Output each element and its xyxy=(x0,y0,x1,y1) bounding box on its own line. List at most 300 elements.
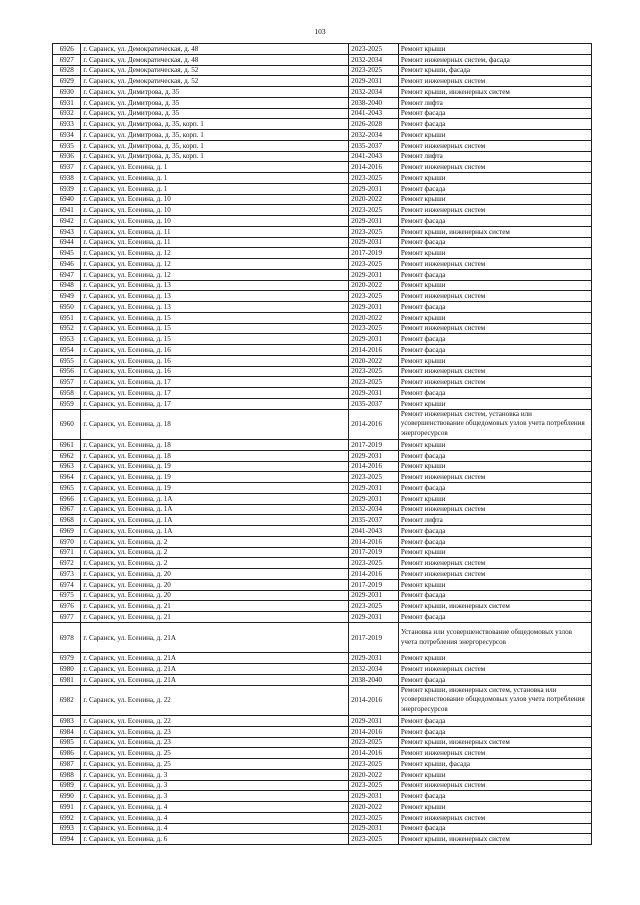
row-number: 6942 xyxy=(53,216,81,227)
row-number: 6957 xyxy=(53,377,81,388)
row-number: 6943 xyxy=(53,226,81,237)
row-period: 2023-2025 xyxy=(349,558,399,569)
row-period: 2014-2016 xyxy=(349,536,399,547)
repair-schedule-table xyxy=(52,43,592,845)
row-work-type: Ремонт фасада xyxy=(398,388,591,399)
row-address: г. Саранск, ул. Есенина, д. 2 xyxy=(81,536,349,547)
row-number: 6940 xyxy=(53,194,81,205)
table-row xyxy=(53,622,592,653)
table-row xyxy=(53,769,592,780)
row-work-type: Ремонт фасада xyxy=(398,536,591,547)
table-row xyxy=(53,291,592,302)
row-address: г. Саранск, ул. Есенина, д. 4 xyxy=(81,823,349,834)
row-work-type: Ремонт инженерных систем xyxy=(398,140,591,151)
table-row xyxy=(53,493,592,504)
row-number: 6987 xyxy=(53,759,81,770)
row-number: 6978 xyxy=(53,622,81,653)
row-work-type: Ремонт инженерных систем xyxy=(398,748,591,759)
row-number: 6979 xyxy=(53,653,81,664)
row-number: 6937 xyxy=(53,162,81,173)
row-address: г. Саранск, ул. Есенина, д. 22 xyxy=(81,716,349,727)
row-address: г. Саранск, ул. Есенина, д. 21А xyxy=(81,653,349,664)
row-work-type: Ремонт крыши xyxy=(398,398,591,409)
table-row xyxy=(53,780,592,791)
row-period: 2017-2019 xyxy=(349,579,399,590)
table-row xyxy=(53,409,592,440)
row-work-type: Ремонт фасада xyxy=(398,183,591,194)
row-number: 6976 xyxy=(53,601,81,612)
table-row xyxy=(53,547,592,558)
row-address: г. Саранск, ул. Димитрова, д. 35, корп. 1 xyxy=(81,130,349,141)
row-address: г. Саранск, ул. Димитрова, д. 35 xyxy=(81,97,349,108)
row-work-type: Ремонт крыши xyxy=(398,547,591,558)
row-period: 2014-2016 xyxy=(349,748,399,759)
table-row xyxy=(53,834,592,845)
row-address: г. Саранск, ул. Есенина, д. 21А xyxy=(81,664,349,675)
row-number: 6936 xyxy=(53,151,81,162)
table-row xyxy=(53,312,592,323)
row-number: 6967 xyxy=(53,504,81,515)
row-address: г. Саранск, ул. Есенина, д. 6 xyxy=(81,834,349,845)
table-row xyxy=(53,345,592,356)
row-number: 6990 xyxy=(53,791,81,802)
table-row xyxy=(53,823,592,834)
table-row xyxy=(53,173,592,184)
row-address: г. Саранск, ул. Есенина, д. 25 xyxy=(81,748,349,759)
row-period: 2029-2031 xyxy=(349,612,399,623)
row-address: г. Саранск, ул. Есенина, д. 13 xyxy=(81,302,349,313)
table-row xyxy=(53,87,592,98)
row-number: 6944 xyxy=(53,237,81,248)
row-period: 2029-2031 xyxy=(349,483,399,494)
table-row xyxy=(53,579,592,590)
row-number: 6954 xyxy=(53,345,81,356)
row-address: г. Саранск, ул. Есенина, д. 16 xyxy=(81,366,349,377)
row-period: 2014-2016 xyxy=(349,345,399,356)
row-number: 6961 xyxy=(53,440,81,451)
row-period: 2032-2034 xyxy=(349,87,399,98)
row-number: 6986 xyxy=(53,748,81,759)
row-number: 6981 xyxy=(53,674,81,685)
row-period: 2035-2037 xyxy=(349,515,399,526)
row-period: 2029-2031 xyxy=(349,183,399,194)
table-row xyxy=(53,812,592,823)
row-period: 2020-2022 xyxy=(349,769,399,780)
table-row xyxy=(53,334,592,345)
row-address: г. Саранск, ул. Есенина, д. 12 xyxy=(81,269,349,280)
row-period: 2014-2016 xyxy=(349,685,399,716)
row-address: г. Саранск, ул. Демократическая, д. 48 xyxy=(81,44,349,55)
row-number: 6945 xyxy=(53,248,81,259)
row-address: г. Саранск, ул. Есенина, д. 1А xyxy=(81,526,349,537)
table-row xyxy=(53,759,592,770)
row-number: 6949 xyxy=(53,291,81,302)
row-work-type: Ремонт фасада xyxy=(398,726,591,737)
row-number: 6964 xyxy=(53,472,81,483)
row-address: г. Саранск, ул. Есенина, д. 2 xyxy=(81,547,349,558)
row-period: 2029-2031 xyxy=(349,216,399,227)
row-number: 6960 xyxy=(53,409,81,440)
page-number: 103 xyxy=(314,27,326,36)
row-number: 6935 xyxy=(53,140,81,151)
row-address: г. Саранск, ул. Есенина, д. 10 xyxy=(81,205,349,216)
row-number: 6966 xyxy=(53,493,81,504)
row-address: г. Саранск, ул. Есенина, д. 21 xyxy=(81,601,349,612)
row-work-type: Ремонт фасада xyxy=(398,716,591,727)
row-work-type: Ремонт крыши xyxy=(398,312,591,323)
table-row xyxy=(53,515,592,526)
row-work-type: Ремонт фасада xyxy=(398,269,591,280)
row-work-type: Установка или усовершенствование общедомовых узлов учета потребления энергоресурсов xyxy=(398,622,591,653)
table-body xyxy=(53,44,592,845)
row-address: г. Саранск, ул. Есенина, д. 10 xyxy=(81,216,349,227)
row-address: г. Саранск, ул. Есенина, д. 20 xyxy=(81,569,349,580)
row-period: 2014-2016 xyxy=(349,409,399,440)
row-number: 6963 xyxy=(53,461,81,472)
row-work-type: Ремонт инженерных систем xyxy=(398,259,591,270)
row-period: 2014-2016 xyxy=(349,569,399,580)
row-number: 6946 xyxy=(53,259,81,270)
row-address: г. Саранск, ул. Димитрова, д. 35, корп. 1 xyxy=(81,151,349,162)
row-work-type: Ремонт фасада xyxy=(398,590,591,601)
table-row xyxy=(53,450,592,461)
table-row xyxy=(53,601,592,612)
row-address: г. Саранск, ул. Есенина, д. 1А xyxy=(81,515,349,526)
table-row xyxy=(53,558,592,569)
table-row xyxy=(53,183,592,194)
row-period: 2020-2022 xyxy=(349,355,399,366)
row-number: 6950 xyxy=(53,302,81,313)
table-row xyxy=(53,388,592,399)
row-work-type: Ремонт фасада xyxy=(398,216,591,227)
row-work-type: Ремонт фасада xyxy=(398,791,591,802)
row-address: г. Саранск, ул. Есенина, д. 1А xyxy=(81,504,349,515)
row-number: 6984 xyxy=(53,726,81,737)
row-period: 2014-2016 xyxy=(349,461,399,472)
row-number: 6982 xyxy=(53,685,81,716)
row-address: г. Саранск, ул. Есенина, д. 18 xyxy=(81,440,349,451)
row-period: 2032-2034 xyxy=(349,664,399,675)
table-row xyxy=(53,205,592,216)
row-period: 2023-2025 xyxy=(349,226,399,237)
row-period: 2017-2019 xyxy=(349,547,399,558)
row-work-type: Ремонт инженерных систем, фасада xyxy=(398,54,591,65)
row-period: 2029-2031 xyxy=(349,269,399,280)
row-period: 2038-2040 xyxy=(349,674,399,685)
row-period: 2029-2031 xyxy=(349,302,399,313)
row-number: 6931 xyxy=(53,97,81,108)
row-work-type: Ремонт инженерных систем xyxy=(398,205,591,216)
table-row xyxy=(53,472,592,483)
row-work-type: Ремонт крыши, фасада xyxy=(398,759,591,770)
row-number: 6971 xyxy=(53,547,81,558)
row-period: 2014-2016 xyxy=(349,726,399,737)
row-address: г. Саранск, ул. Есенина, д. 18 xyxy=(81,409,349,440)
row-work-type: Ремонт фасада xyxy=(398,823,591,834)
row-number: 6994 xyxy=(53,834,81,845)
table-row xyxy=(53,504,592,515)
row-address: г. Саранск, ул. Димитрова, д. 35 xyxy=(81,108,349,119)
row-work-type: Ремонт крыши xyxy=(398,355,591,366)
row-work-type: Ремонт инженерных систем xyxy=(398,291,591,302)
row-address: г. Саранск, ул. Есенина, д. 15 xyxy=(81,312,349,323)
row-address: г. Саранск, ул. Димитрова, д. 35 xyxy=(81,87,349,98)
row-period: 2029-2031 xyxy=(349,791,399,802)
row-address: г. Саранск, ул. Есенина, д. 13 xyxy=(81,280,349,291)
table-row xyxy=(53,151,592,162)
row-period: 2023-2025 xyxy=(349,291,399,302)
row-number: 6938 xyxy=(53,173,81,184)
row-address: г. Саранск, ул. Есенина, д. 16 xyxy=(81,345,349,356)
row-work-type: Ремонт крыши xyxy=(398,248,591,259)
row-work-type: Ремонт крыши xyxy=(398,44,591,55)
row-number: 6947 xyxy=(53,269,81,280)
row-period: 2020-2022 xyxy=(349,280,399,291)
row-address: г. Саранск, ул. Димитрова, д. 35, корп. 1 xyxy=(81,119,349,130)
row-address: г. Саранск, ул. Есенина, д. 12 xyxy=(81,259,349,270)
row-address: г. Саранск, ул. Есенина, д. 12 xyxy=(81,248,349,259)
row-address: г. Саранск, ул. Есенина, д. 1 xyxy=(81,162,349,173)
row-work-type: Ремонт инженерных систем xyxy=(398,323,591,334)
table-row xyxy=(53,97,592,108)
row-period: 2017-2019 xyxy=(349,622,399,653)
row-address: г. Саранск, ул. Есенина, д. 19 xyxy=(81,472,349,483)
table-row xyxy=(53,716,592,727)
row-number: 6941 xyxy=(53,205,81,216)
row-work-type: Ремонт инженерных систем xyxy=(398,812,591,823)
row-work-type: Ремонт фасада xyxy=(398,302,591,313)
row-work-type: Ремонт инженерных систем xyxy=(398,664,591,675)
row-period: 2023-2025 xyxy=(349,173,399,184)
row-number: 6928 xyxy=(53,65,81,76)
row-period: 2023-2025 xyxy=(349,44,399,55)
table-row xyxy=(53,748,592,759)
row-work-type: Ремонт инженерных систем, установка или усовершенствование общедомовых узлов учета потребления энергоресурсов xyxy=(398,409,591,440)
table-row xyxy=(53,483,592,494)
row-address: г. Саранск, ул. Есенина, д. 1А xyxy=(81,493,349,504)
row-work-type: Ремонт лифта xyxy=(398,97,591,108)
row-number: 6939 xyxy=(53,183,81,194)
row-address: г. Саранск, ул. Есенина, д. 2 xyxy=(81,558,349,569)
row-number: 6962 xyxy=(53,450,81,461)
table-row xyxy=(53,802,592,813)
row-work-type: Ремонт лифта xyxy=(398,515,591,526)
row-work-type: Ремонт фасада xyxy=(398,483,591,494)
row-number: 6972 xyxy=(53,558,81,569)
row-number: 6975 xyxy=(53,590,81,601)
row-address: г. Саранск, ул. Есенина, д. 13 xyxy=(81,291,349,302)
table-row xyxy=(53,569,592,580)
row-number: 6958 xyxy=(53,388,81,399)
row-work-type: Ремонт инженерных систем xyxy=(398,377,591,388)
row-number: 6970 xyxy=(53,536,81,547)
row-work-type: Ремонт фасада xyxy=(398,119,591,130)
row-period: 2038-2040 xyxy=(349,97,399,108)
row-period: 2032-2034 xyxy=(349,130,399,141)
row-work-type: Ремонт крыши, инженерных систем xyxy=(398,834,591,845)
row-period: 2029-2031 xyxy=(349,388,399,399)
row-work-type: Ремонт фасада xyxy=(398,108,591,119)
table-row xyxy=(53,44,592,55)
row-address: г. Саранск, ул. Есенина, д. 22 xyxy=(81,685,349,716)
row-address: г. Саранск, ул. Есенина, д. 1 xyxy=(81,173,349,184)
row-work-type: Ремонт фасада xyxy=(398,526,591,537)
row-period: 2020-2022 xyxy=(349,802,399,813)
row-period: 2023-2025 xyxy=(349,259,399,270)
row-work-type: Ремонт крыши xyxy=(398,769,591,780)
row-number: 6929 xyxy=(53,76,81,87)
row-work-type: Ремонт лифта xyxy=(398,151,591,162)
row-period: 2023-2025 xyxy=(349,366,399,377)
row-period: 2023-2025 xyxy=(349,834,399,845)
row-number: 6933 xyxy=(53,119,81,130)
table-row xyxy=(53,65,592,76)
table-row xyxy=(53,130,592,141)
table-row xyxy=(53,664,592,675)
row-work-type: Ремонт крыши xyxy=(398,280,591,291)
row-period: 2017-2019 xyxy=(349,248,399,259)
row-address: г. Саранск, ул. Есенина, д. 19 xyxy=(81,483,349,494)
row-address: г. Саранск, ул. Есенина, д. 16 xyxy=(81,355,349,366)
row-address: г. Саранск, ул. Есенина, д. 23 xyxy=(81,726,349,737)
row-address: г. Саранск, ул. Есенина, д. 18 xyxy=(81,450,349,461)
row-work-type: Ремонт инженерных систем xyxy=(398,76,591,87)
row-work-type: Ремонт крыши xyxy=(398,579,591,590)
row-address: г. Саранск, ул. Есенина, д. 20 xyxy=(81,590,349,601)
row-period: 2023-2025 xyxy=(349,780,399,791)
row-period: 2020-2022 xyxy=(349,312,399,323)
row-address: г. Саранск, ул. Есенина, д. 1 xyxy=(81,183,349,194)
row-work-type: Ремонт крыши xyxy=(398,130,591,141)
table-row xyxy=(53,237,592,248)
row-number: 6959 xyxy=(53,398,81,409)
row-work-type: Ремонт инженерных систем xyxy=(398,558,591,569)
row-period: 2041-2043 xyxy=(349,151,399,162)
table-row xyxy=(53,536,592,547)
row-work-type: Ремонт фасада xyxy=(398,612,591,623)
row-number: 6977 xyxy=(53,612,81,623)
table-row xyxy=(53,323,592,334)
row-period: 2029-2031 xyxy=(349,590,399,601)
table-row xyxy=(53,653,592,664)
row-period: 2041-2043 xyxy=(349,108,399,119)
row-address: г. Саранск, ул. Демократическая, д. 52 xyxy=(81,76,349,87)
row-address: г. Саранск, ул. Димитрова, д. 35, корп. 1 xyxy=(81,140,349,151)
row-period: 2023-2025 xyxy=(349,205,399,216)
row-number: 6955 xyxy=(53,355,81,366)
row-work-type: Ремонт крыши xyxy=(398,440,591,451)
row-period: 2029-2031 xyxy=(349,653,399,664)
row-period: 2023-2025 xyxy=(349,323,399,334)
row-number: 6992 xyxy=(53,812,81,823)
row-address: г. Саранск, ул. Есенина, д. 15 xyxy=(81,334,349,345)
row-period: 2023-2025 xyxy=(349,737,399,748)
row-address: г. Саранск, ул. Есенина, д. 3 xyxy=(81,769,349,780)
table-row xyxy=(53,108,592,119)
table-row xyxy=(53,674,592,685)
row-number: 6930 xyxy=(53,87,81,98)
table-row xyxy=(53,280,592,291)
table-row xyxy=(53,685,592,716)
row-work-type: Ремонт инженерных систем xyxy=(398,780,591,791)
table-row xyxy=(53,54,592,65)
row-address: г. Саранск, ул. Есенина, д. 20 xyxy=(81,579,349,590)
row-address: г. Саранск, ул. Есенина, д. 17 xyxy=(81,377,349,388)
row-address: г. Саранск, ул. Есенина, д. 3 xyxy=(81,780,349,791)
table-row xyxy=(53,302,592,313)
row-period: 2029-2031 xyxy=(349,76,399,87)
row-period: 2023-2025 xyxy=(349,759,399,770)
table-row xyxy=(53,248,592,259)
row-work-type: Ремонт инженерных систем xyxy=(398,504,591,515)
table-row xyxy=(53,226,592,237)
row-work-type: Ремонт крыши xyxy=(398,802,591,813)
table-row xyxy=(53,737,592,748)
row-number: 6965 xyxy=(53,483,81,494)
row-work-type: Ремонт фасада xyxy=(398,450,591,461)
table-row xyxy=(53,612,592,623)
table-row xyxy=(53,366,592,377)
row-work-type: Ремонт крыши, фасада xyxy=(398,65,591,76)
row-period: 2041-2043 xyxy=(349,526,399,537)
row-work-type: Ремонт крыши, инженерных систем xyxy=(398,87,591,98)
row-period: 2020-2022 xyxy=(349,194,399,205)
row-period: 2023-2025 xyxy=(349,65,399,76)
row-period: 2023-2025 xyxy=(349,472,399,483)
table-row xyxy=(53,259,592,270)
table-row xyxy=(53,194,592,205)
table-row xyxy=(53,355,592,366)
row-address: г. Саранск, ул. Есенина, д. 17 xyxy=(81,388,349,399)
row-work-type: Ремонт фасада xyxy=(398,334,591,345)
row-address: г. Саранск, ул. Есенина, д. 4 xyxy=(81,812,349,823)
table-row xyxy=(53,461,592,472)
row-work-type: Ремонт инженерных систем xyxy=(398,472,591,483)
row-period: 2023-2025 xyxy=(349,812,399,823)
row-period: 2026-2028 xyxy=(349,119,399,130)
row-number: 6951 xyxy=(53,312,81,323)
row-number: 6988 xyxy=(53,769,81,780)
row-period: 2014-2016 xyxy=(349,162,399,173)
row-work-type: Ремонт фасада xyxy=(398,345,591,356)
row-number: 6926 xyxy=(53,44,81,55)
row-work-type: Ремонт фасада xyxy=(398,674,591,685)
row-address: г. Саранск, ул. Есенина, д. 3 xyxy=(81,791,349,802)
row-number: 6927 xyxy=(53,54,81,65)
row-address: г. Саранск, ул. Демократическая, д. 48 xyxy=(81,54,349,65)
row-number: 6932 xyxy=(53,108,81,119)
row-address: г. Саранск, ул. Есенина, д. 21А xyxy=(81,674,349,685)
row-work-type: Ремонт крыши, инженерных систем xyxy=(398,737,591,748)
row-number: 6974 xyxy=(53,579,81,590)
row-work-type: Ремонт крыши xyxy=(398,653,591,664)
row-period: 2032-2034 xyxy=(349,504,399,515)
table-row xyxy=(53,440,592,451)
row-number: 6983 xyxy=(53,716,81,727)
row-address: г. Саранск, ул. Есенина, д. 19 xyxy=(81,461,349,472)
row-address: г. Саранск, ул. Есенина, д. 23 xyxy=(81,737,349,748)
row-address: г. Саранск, ул. Есенина, д. 15 xyxy=(81,323,349,334)
table-row xyxy=(53,119,592,130)
row-work-type: Ремонт крыши xyxy=(398,493,591,504)
row-number: 6956 xyxy=(53,366,81,377)
row-address: г. Саранск, ул. Есенина, д. 11 xyxy=(81,237,349,248)
table-row xyxy=(53,526,592,537)
table-row xyxy=(53,162,592,173)
row-work-type: Ремонт фасада xyxy=(398,237,591,248)
row-period: 2029-2031 xyxy=(349,237,399,248)
row-number: 6985 xyxy=(53,737,81,748)
